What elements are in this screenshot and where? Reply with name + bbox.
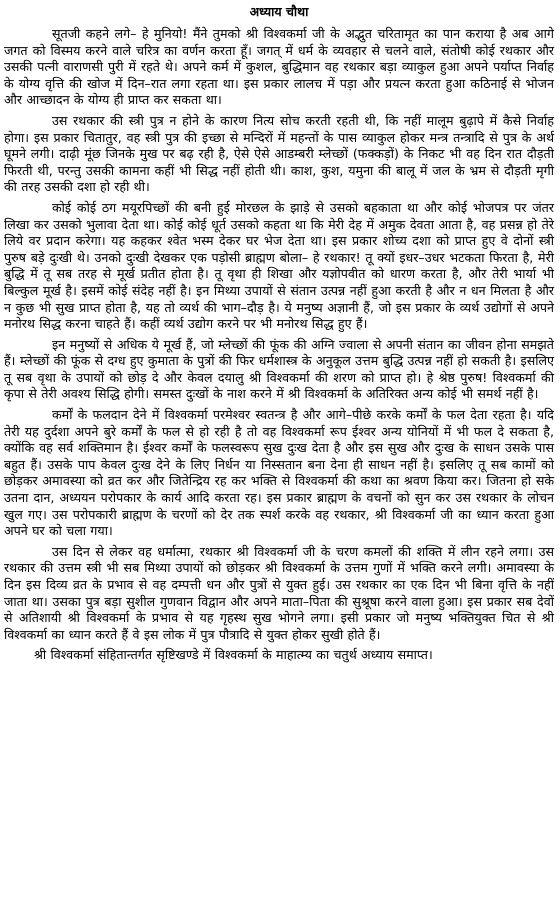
paragraph-3: कोई कोई ठग मयूरपिच्छों की बनी हुई मोरछल के झाड़े से उसको बहकाता था और कोई भोजपत्र पर जंतर लिखा कर उसको भुलावा देता था। कोई कोई धूर्त उसको कहता था कि मेरी देह में अमुक देवता आता है, वह प्रसन्न हो तेरे लिये वर प्रदान करेगा। यह कहकर श्वेत भस्म देकर घर भेज देता था। इस प्रकार शोच्य दशा को प्राप्त हुए वे दोनों स्त्री पुरुष बड़े दुःखी थे। उनको दुःखी देखकर एक पड़ोसी ब्राह्मण बोला– हे रथकार! तू क्यों इधर–उधर भटकता फिरता है, मेरी बुद्धि में तू सब तरह से मूर्ख प्रतीत होता है। तू वृथा ही शिखा और यज्ञोपवीत को धारण करता है, और तेरी भार्या भी बिल्कुल मूर्ख है। इसमें कोई संदेह नहीं है। इन मिथ्या उपायों से संतान उत्पन्न नहीं हुआ करती है और न धन मिलता है और न कुछ भी सुख प्राप्त होता है, यह तो व्यर्थ की भाग–दौड़ है। ये मनुष्य अज्ञानी हैं, जो इस प्रकार के व्यर्थ उद्योगों से अपने मनोरथ सिद्ध करना चाहते हैं। कहीं व्यर्थ उद्योग करने पर भी मनोरथ सिद्ध हुए हैं। [4, 199, 554, 332]
chapter-title: अध्याय चौथा [249, 4, 309, 19]
paragraph-6: उस दिन से लेकर वह धर्मात्मा, रथकार श्री विश्वकर्मा जी के चरण कमलों की शक्ति में लीन रहने लगा। उस रथकार की उत्तम स्त्री भी सब मिथ्या उपायों को छोड़कर श्री विश्वकर्मा के उत्तम गुणों में भक्ति करने लगी। अमावस्या के दिन इस दिव्य व्रत के प्रभाव से वह दम्पत्ती धन और पुत्रों से युक्त हुई। उस रथकार का एक दिन भी बिना वृत्ति के नहीं जाता था। उसका पुत्र बड़ा सुशील गुणवान विद्वान और अपने माता–पिता की सुश्रूषा करने वाला हुआ। इस प्रकार सब देवों से अतिशायी श्री विश्वकर्मा के प्रभाव से यह गृहस्थ सुख भोगने लगा। इसी प्रकार जो मनुष्य भक्तियुक्त चित से श्री विश्वकर्मा का ध्यान करते हैं वे इस लोक में पुत्र पौत्रादि से युक्त होकर सुखी होते हैं। [4, 543, 554, 642]
chapter-colophon: श्री विश्वकर्मा संहितान्तर्गत सृष्टिखण्डे में विश्वकर्मा के माहात्म्य का चतुर्थ अध्याय समाप्त। [34, 647, 433, 663]
paragraph-5: कर्मों के फलदान देने में विश्वकर्मा परमेश्वर स्वतन्त्र है और आगे–पीछे करके कर्मों के फल देता रहता है। यदि तेरी यह दुर्दशा अपने बुरे कर्मों के फल से हो रही है तो वह विश्वकर्मा रूप ईश्वर अन्य योनियों में भी फल दे सकता है, क्योंकि वह सर्व शक्तिमान है। ईश्वर कर्मों के फलस्वरूप सुख दुःख देता है और इस सुख और दुःख के साधन उसके पास बहुत हैं। उसके पाप केवल दुःख देने के लिए निर्धन या निस्सतान बना देना ही साधन नहीं है। इसलिए तू सब कामों को छोड़कर अमावस्या को व्रत कर और जितेन्द्रिय रह कर भक्ति से विश्वकर्मा की कथा का श्रवण किया कर। जितना हो सके उतना दान, अध्ययन परोपकार के कार्य आदि करता रह। इस प्रकार ब्राह्मण के वचनों को सुन कर उस रथकार के लोचन खुल गए। उस परोपकारी ब्राह्मण के चरणों को देर तक स्पर्श करके वह रथकार, श्री विश्वकर्मा जी का ध्यान करता हुआ अपने घर को चला गया। [4, 407, 554, 539]
paragraph-2: उस रथकार की स्त्री पुत्र न होने के कारण नित्य सोच करती रहती थी, कि नहीं मालूम बुढ़ापे में कैसे निर्वाह होगा। इस प्रकार चितातुर, वह स्त्री पुत्र की इच्छा से मन्दिरों में महन्तों के पास व्याकुल होकर मन्त्र तन्त्रादि से पुत्र के अर्थ घूमने लगी। दाढ़ी मूंछ जिनके मुख पर बढ़ रही है, ऐसे ऐसे आडम्बरी म्लेच्छों (फक्कड़ों) के निकट भी वह दिन रात दौड़ती फिरती थी, परन्तु उसकी कामना कहीं भी सिद्ध नहीं होती थी। काश, कुश, यमुना की बालू में जल के भ्रम से दौड़ती मृगी की तरह उसकी दशा हो रही थी। [4, 112, 554, 195]
paragraph-4: इन मनुष्यों से अधिक ये मूर्ख हैं, जो म्लेच्छों की फूंक की अग्नि ज्वाला से अपनी संतान का जीवन होना समझते हैं। म्लेच्छों की फूंक से दग्ध हुए कुमाता के पुत्रों की फिर धर्मशास्त्र के अनुकूल उत्तम बुद्धि उत्पन्न नहीं हो सकती है। इसलिए तू सब वृथा के उपायों को छोड़ दे और केवल दयालु श्री विश्वकर्मा की शरण को प्राप्त हो। हे श्रेष्ठ पुरुष! विश्वकर्मा की कृपा से तेरी अवश्य सिद्धि होगी। समस्त दुःखों के नाश करने में श्री विश्वकर्मा के अतिरिक्त अन्य कोई भी समर्थ नहीं है। [4, 336, 554, 402]
paragraph-1: सूतजी कहने लगे– हे मुनियो! मैंने तुमको श्री विश्वकर्मा जी के अद्भुत चरितामृत का पान कराया है अब आगे जगत को विस्मय करने वाले चरित्र का वर्णन करता हूँ। जगत् में धर्म के व्यवहार से चलने वाले, संतोषी कोई रथकार और उसकी पत्नी वाराणसी पुरी में रहते थे। अपने कर्म में कुशल, बुद्धिमान वह रथकार बड़ा व्याकुल हुआ अपने पर्याप्त निर्वाह के योग्य वृत्ति की खोज में दिन–रात लगा रहता था। इस प्रकार लालच में पड़ा और प्रयत्न करता हुआ कठिनाई से भोजन और आच्छादन के योग्य ही प्राप्त कर सकता था। [4, 26, 554, 108]
